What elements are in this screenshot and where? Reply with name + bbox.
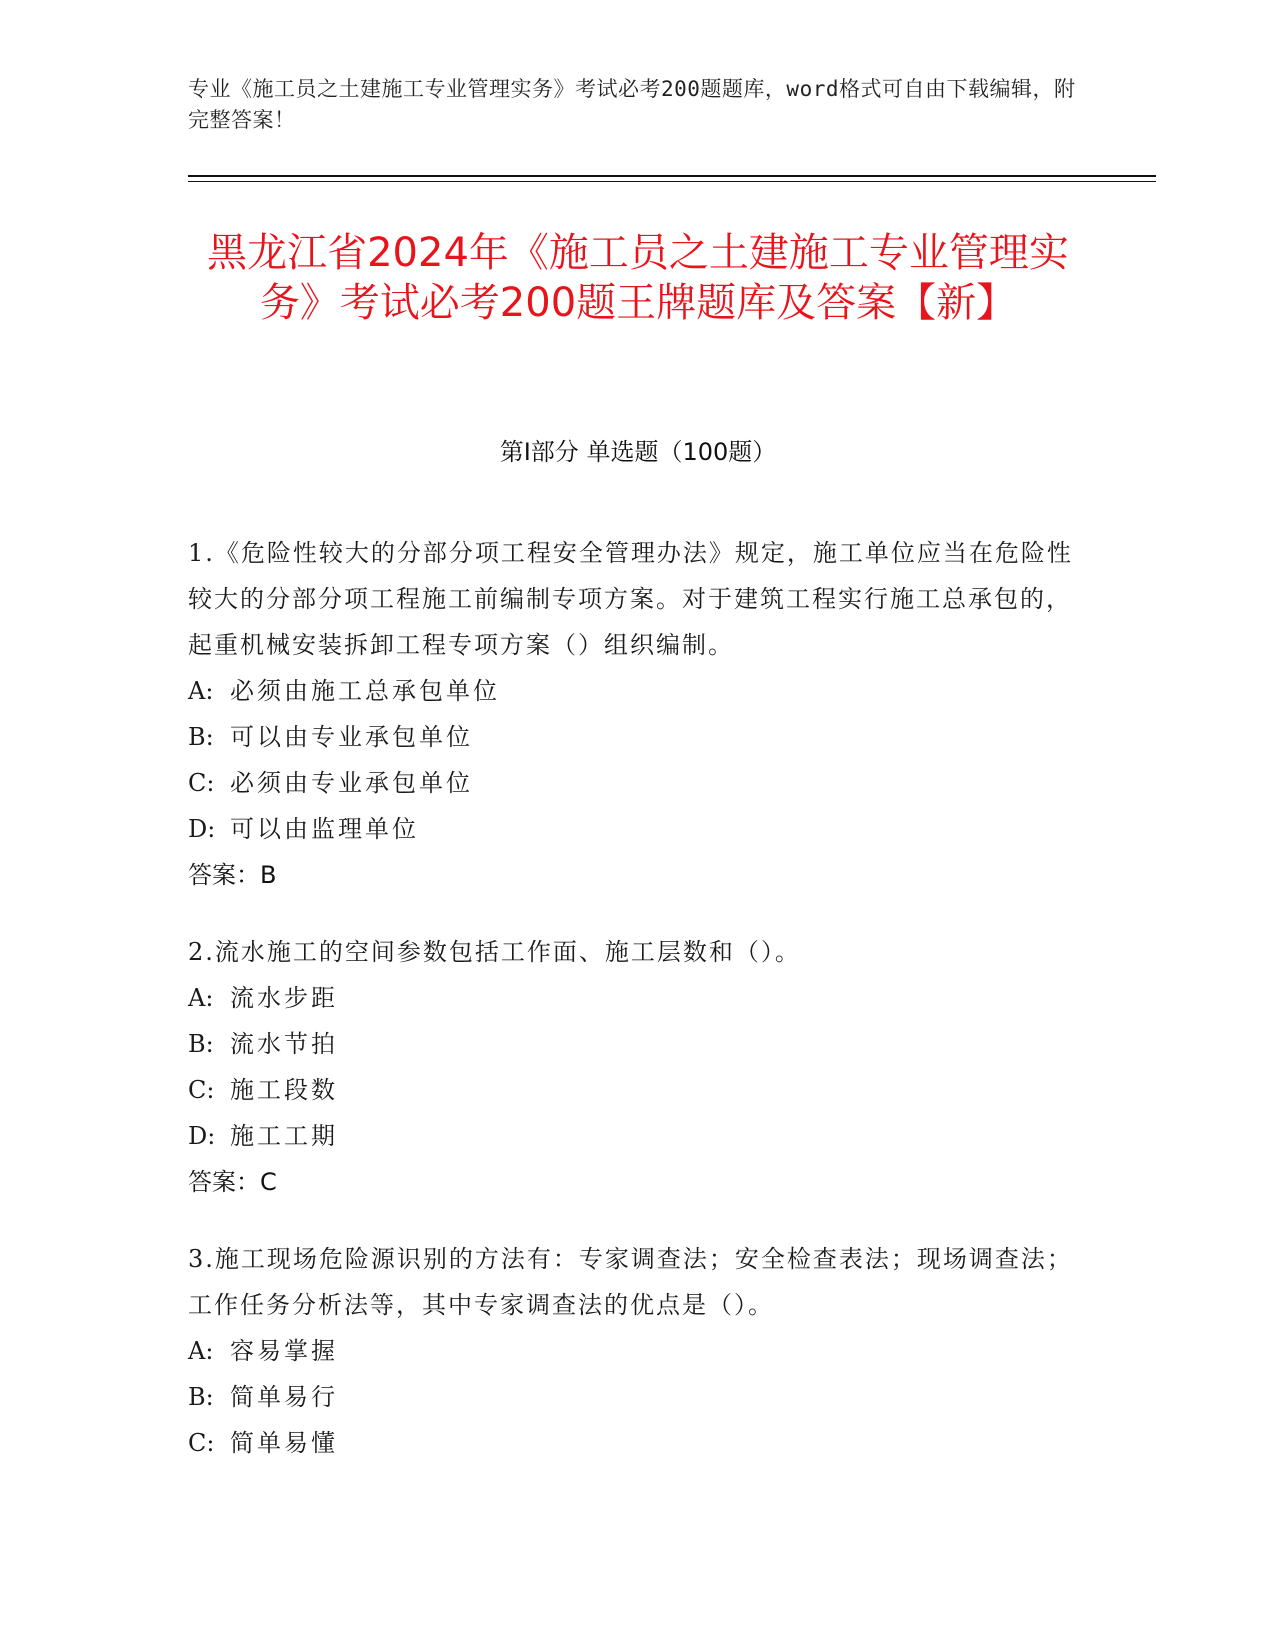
question-1 [188, 530, 1088, 898]
question-stem: 2.流水施工的空间参数包括工作面、施工层数和（）。 [188, 938, 801, 966]
option-key: A: [188, 1337, 214, 1365]
option-a [188, 975, 1088, 1021]
option-b [188, 1374, 1088, 1420]
option-key: B: [188, 723, 214, 751]
question-stem: 1.《危险性较大的分部分项工程安全管理办法》规定，施工单位应当在危险性较大的分部分项工程施工前编制专项方案。对于建筑工程实行施工总承包的，起重机械安装拆卸工程专项方案（）组织编制。 [188, 539, 1073, 659]
option-text: 施工段数 [230, 1076, 338, 1104]
option-text: 必须由专业承包单位 [230, 769, 473, 797]
option-c [188, 760, 1088, 806]
option-b [188, 714, 1088, 760]
option-text: 可以由专业承包单位 [230, 723, 473, 751]
option-b [188, 1021, 1088, 1067]
option-text: 施工工期 [230, 1122, 338, 1150]
option-text: 可以由监理单位 [230, 815, 419, 843]
header-rule-thick [188, 175, 1156, 177]
option-d [188, 1113, 1088, 1159]
option-key: A: [188, 984, 214, 1012]
option-text: 流水节拍 [230, 1030, 338, 1058]
option-key: B: [188, 1030, 214, 1058]
option-key: D: [188, 1122, 216, 1150]
option-c [188, 1420, 1088, 1466]
option-text: 必须由施工总承包单位 [230, 677, 500, 705]
option-key: C: [188, 769, 215, 797]
option-key: C: [188, 1429, 215, 1457]
section-title: 第I部分 单选题（100题） [499, 438, 777, 466]
header-note: 专业《施工员之土建施工专业管理实务》考试必考200题题库，word格式可自由下载编辑，附完整答案！ [188, 77, 1076, 132]
document-title: 黑龙江省2024年《施工员之土建施工专业管理实务》考试必考200题王牌题库及答案【新】 [207, 230, 1069, 326]
option-a [188, 668, 1088, 714]
question-list [188, 530, 1088, 1497]
option-key: A: [188, 677, 214, 705]
question-2 [188, 929, 1088, 1205]
option-text: 简单易懂 [230, 1429, 338, 1457]
header-rule-thin [188, 181, 1156, 182]
option-text: 容易掌握 [230, 1337, 338, 1365]
option-key: D: [188, 815, 216, 843]
option-a [188, 1328, 1088, 1374]
option-key: B: [188, 1383, 214, 1411]
option-key: C: [188, 1076, 215, 1104]
option-text: 流水步距 [230, 984, 338, 1012]
question-3 [188, 1236, 1088, 1466]
answer: 答案：B [188, 861, 277, 889]
option-d [188, 806, 1088, 852]
answer: 答案：C [188, 1168, 277, 1196]
option-c [188, 1067, 1088, 1113]
option-text: 简单易行 [230, 1383, 338, 1411]
question-stem: 3.施工现场危险源识别的方法有：专家调查法；安全检查表法；现场调查法；工作任务分析法等，其中专家调查法的优点是（）。 [188, 1245, 1073, 1319]
